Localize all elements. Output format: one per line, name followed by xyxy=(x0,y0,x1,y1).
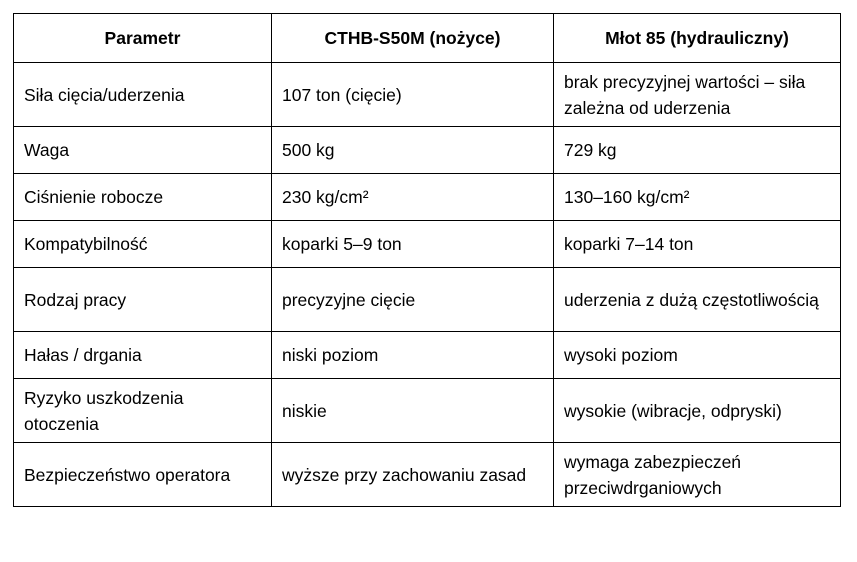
table-row xyxy=(14,379,841,443)
row-shears-cell: precyzyjne cięcie xyxy=(272,268,554,332)
header-hammer: Młot 85 (hydrauliczny) xyxy=(554,14,841,63)
row-hammer-cell: koparki 7–14 ton xyxy=(554,221,841,268)
header-shears: CTHB-S50M (nożyce) xyxy=(272,14,554,63)
header-parameter: Parametr xyxy=(14,14,272,63)
row-parameter-cell: Hałas / drgania xyxy=(14,332,272,379)
table-row xyxy=(14,332,841,379)
table-row xyxy=(14,221,841,268)
row-parameter-cell: Rodzaj pracy xyxy=(14,268,272,332)
row-shears-cell: wyższe przy zachowaniu zasad xyxy=(272,443,554,507)
row-parameter-cell: Kompatybilność xyxy=(14,221,272,268)
row-hammer-cell: wysoki poziom xyxy=(554,332,841,379)
row-shears-cell: 500 kg xyxy=(272,127,554,174)
table-row xyxy=(14,127,841,174)
row-parameter-cell: Waga xyxy=(14,127,272,174)
table-row xyxy=(14,443,841,507)
comparison-table xyxy=(13,13,841,507)
table-header-row xyxy=(14,14,841,63)
row-hammer-cell: wymaga zabezpieczeń przeciwdrganiowych xyxy=(554,443,841,507)
table-row xyxy=(14,268,841,332)
row-hammer-cell: 729 kg xyxy=(554,127,841,174)
table-row xyxy=(14,63,841,127)
row-shears-cell: niskie xyxy=(272,379,554,443)
row-shears-cell: niski poziom xyxy=(272,332,554,379)
row-parameter-cell: Ciśnienie robocze xyxy=(14,174,272,221)
row-shears-cell: koparki 5–9 ton xyxy=(272,221,554,268)
row-hammer-cell: brak precyzyjnej wartości – siła zależna od uderzenia xyxy=(554,63,841,127)
row-shears-cell: 107 ton (cięcie) xyxy=(272,63,554,127)
row-parameter-cell: Siła cięcia/uderzenia xyxy=(14,63,272,127)
row-parameter-cell: Ryzyko uszkodzenia otoczenia xyxy=(14,379,272,443)
row-hammer-cell: uderzenia z dużą częstotliwością xyxy=(554,268,841,332)
row-shears-cell: 230 kg/cm² xyxy=(272,174,554,221)
table-row xyxy=(14,174,841,221)
row-hammer-cell: 130–160 kg/cm² xyxy=(554,174,841,221)
row-parameter-cell: Bezpieczeństwo operatora xyxy=(14,443,272,507)
row-hammer-cell: wysokie (wibracje, odpryski) xyxy=(554,379,841,443)
